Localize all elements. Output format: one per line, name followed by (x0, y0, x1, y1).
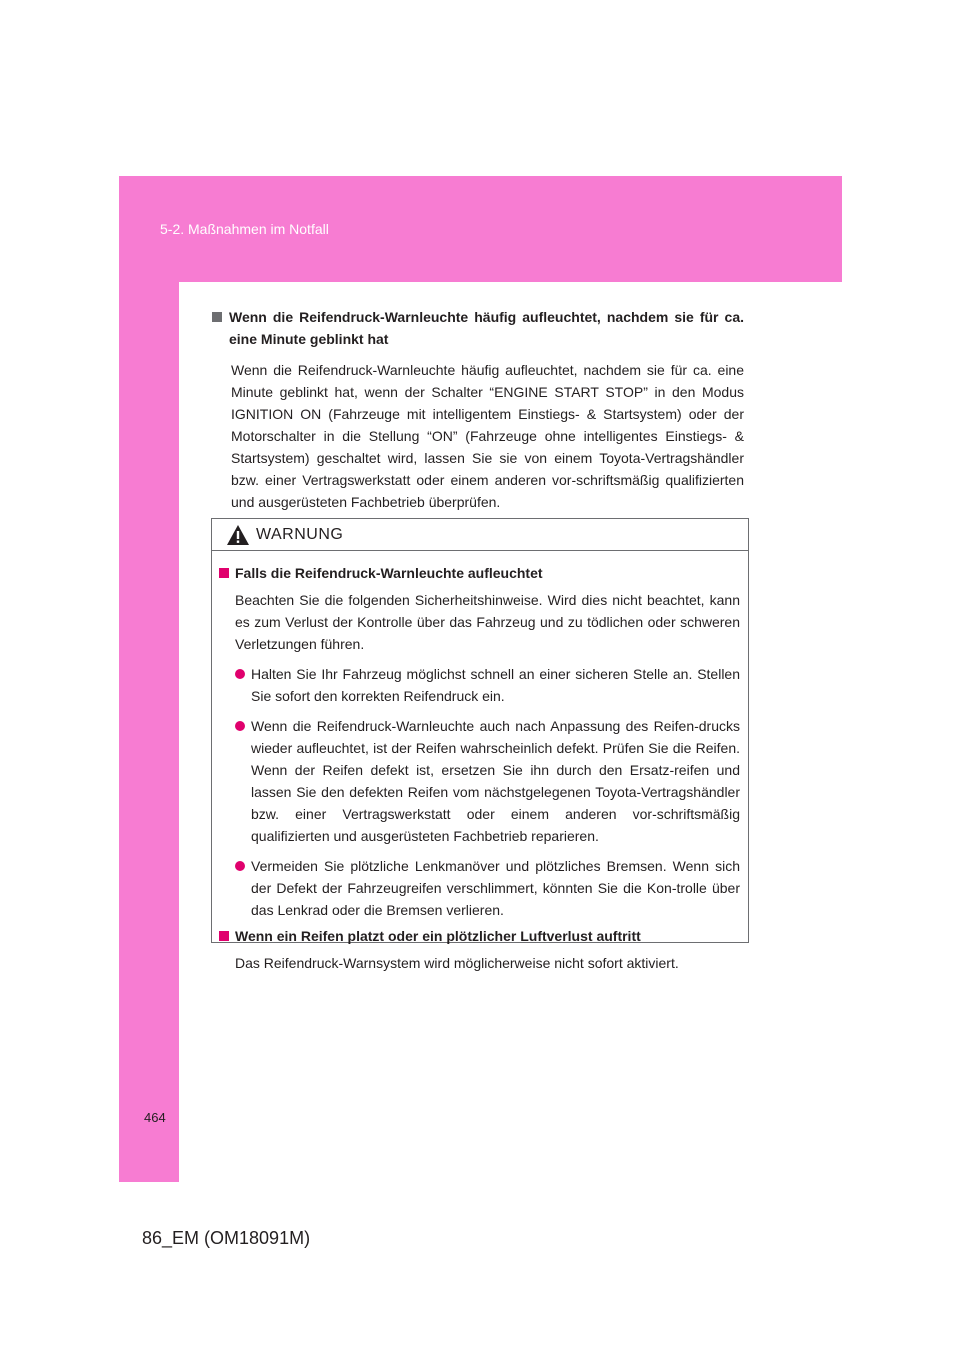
circle-bullet-icon (235, 721, 245, 731)
warning-title: WARNUNG (256, 525, 344, 543)
intro-body: Wenn die Reifendruck-Warnleuchte häufig aufleuchtet, nachdem sie für ca. eine Minute geblinkt hat, wenn der Schalter “ENGINE START STOP” in den Modus IGNITION ON (Fahrzeuge mit intelligentem Einstiegs- & Startsystem) oder der Motorschalter in die Stellung “ON” (Fahrzeuge ohne intelligentes Einstiegs- & Startsystem) geschaltet wird, lassen Sie sie von einem Toyota-Vertragshändler bzw. einer Vertragswerkstatt oder einem anderen vor-schriftsmäßig qualifizierten und ausgerüsteten Fachbetrieb überprüfen. (231, 362, 744, 510)
warning-body-2: Das Reifendruck-Warnsystem wird möglicherweise nicht sofort aktiviert. (235, 955, 679, 971)
circle-bullet-icon (235, 669, 245, 679)
page-number: 464 (144, 1110, 166, 1125)
warning-body-1: Beachten Sie die folgenden Sicherheitshinweise. Wird dies nicht beachtet, kann es zum Verlust der Kontrolle über das Fahrzeug und zu tödlichen oder schweren Verletzungen führen. (235, 592, 740, 652)
square-bullet-icon (219, 568, 229, 578)
square-bullet-icon (219, 931, 229, 941)
warning-heading-1 (219, 562, 740, 584)
warning-box (211, 518, 749, 971)
document-code: 86_EM (OM18091M) (142, 1228, 311, 1248)
warning-heading-2-text: Wenn ein Reifen platzt oder ein plötzlicher Luftverlust auftritt (235, 928, 641, 944)
warning-body (212, 551, 748, 974)
warning-bullet (235, 855, 740, 921)
warning-bullet-text: Vermeiden Sie plötzliche Lenkmanöver und plötzliches Bremsen. Wenn sich der Defekt der Fahrzeugreifen verschlimmert, könnten Sie die Kon-trolle über das Lenkrad oder die Bremsen verlieren. (251, 858, 740, 918)
section-title: 5-2. Maßnahmen im Notfall (160, 221, 329, 237)
warning-heading-1-text: Falls die Reifendruck-Warnleuchte aufleuchtet (235, 565, 543, 581)
warning-header (212, 519, 748, 551)
warning-triangle-icon (226, 524, 250, 546)
warning-heading-2 (219, 925, 740, 947)
square-bullet-icon (212, 312, 222, 322)
intro-heading (212, 306, 744, 350)
circle-bullet-icon (235, 861, 245, 871)
intro-heading-text: Wenn die Reifendruck-Warnleuchte häufig aufleuchtet, nachdem sie für ca. eine Minute geblinkt hat (229, 309, 744, 347)
warning-bullet (235, 715, 740, 847)
warning-bullet-text: Wenn die Reifendruck-Warnleuchte auch nach Anpassung des Reifen-drucks wieder aufleuchtet, ist der Reifen wahrscheinlich defekt. Prüfen Sie die Reifen. Wenn der Reifen defekt ist, ersetzen Sie ihn durch den Ersatz-reifen und lassen Sie den defekten Reifen vom nächstgelegenen Toyota-Vertragshändler bzw. einer Vertragswerkstatt oder einem anderen vor-schriftsmäßig qualifizierten und ausgerüsteten Fachbetrieb reparieren. (251, 718, 740, 844)
warning-bullet (235, 663, 740, 707)
intro-section (212, 306, 744, 513)
warning-bullet-text: Halten Sie Ihr Fahrzeug möglichst schnell an einer sicheren Stelle an. Stellen Sie sofort den korrekten Reifendruck ein. (251, 666, 740, 704)
side-band (119, 282, 179, 1182)
